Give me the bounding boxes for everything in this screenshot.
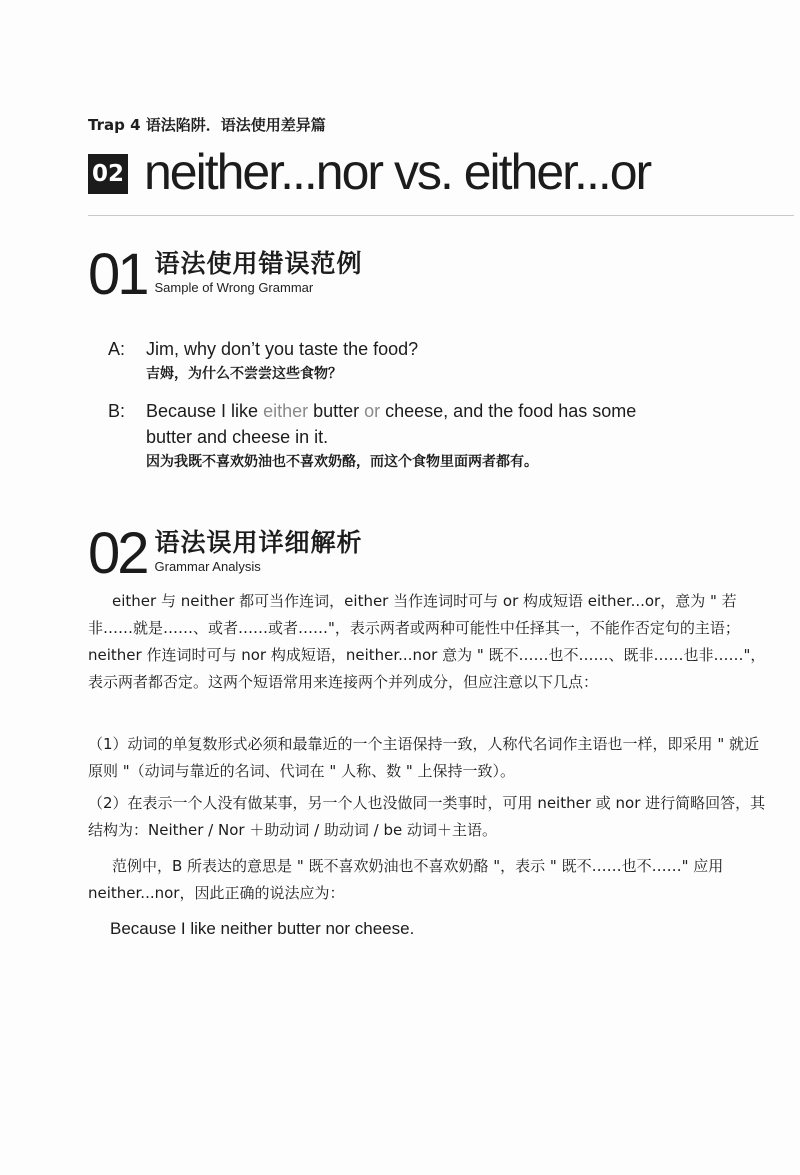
- section-title-en: Sample of Wrong Grammar: [154, 280, 314, 295]
- analysis-point-1: （1）动词的单复数形式必须和最靠近的一个主语保持一致，人称代名词作主语也一样，即采用 " 就近原则 "（动词与靠近的名词、代词在 " 人称、数 " 上保持一致）。: [88, 735, 759, 780]
- section-number: 01: [88, 242, 147, 307]
- dialog-line: [108, 398, 768, 474]
- title-number-badge: 02: [88, 154, 128, 194]
- text-span: butter: [308, 401, 365, 421]
- chapter-label: Trap 4 语法陷阱．语法使用差异篇: [88, 116, 326, 134]
- section-number: 02: [88, 521, 147, 586]
- dialog-line: [108, 336, 768, 386]
- speaker-label: A:: [108, 339, 126, 359]
- dialog-a: [108, 336, 768, 386]
- title-row: [88, 142, 650, 202]
- section-title-group: [155, 246, 363, 295]
- section-title-en: Grammar Analysis: [154, 559, 261, 574]
- text-span: Because I like: [146, 401, 264, 421]
- correct-sentence: Because I like neither butter nor cheese.: [110, 919, 415, 938]
- section-heading-analysis: [88, 521, 363, 586]
- highlight-either: either: [263, 401, 309, 421]
- analysis-conclusion: 范例中，B 所表达的意思是 " 既不喜欢奶油也不喜欢奶酪 "，表示 " 既不……也不……" 应用 neither...nor，因此正确的说法应为：: [88, 857, 724, 902]
- dialog-chinese: 因为我既不喜欢奶油也不喜欢奶酪，而这个食物里面两者都有。: [146, 454, 538, 470]
- dialog-chinese: 吉姆，为什么不尝尝这些食物？: [146, 366, 342, 382]
- page-title: neither...nor vs. either...or: [144, 144, 651, 200]
- analysis-paragraph-intro: either 与 neither 都可当作连词，either 当作连词时可与 or 构成短语 either...or，意为 " 若非……就是……、或者……或者……"，表示两者或两种可能性中任择其一，不能作否定句的主语；neither 作连词时可与 nor 构成短语，neither...nor 意为 " 既不……也不……、既非……也非……"，表示两者都否定。这两个短语常用来连接两个并列成分，但应注意以下几点：: [88, 592, 766, 691]
- section-title-cn: 语法使用错误范例: [154, 249, 363, 278]
- highlight-or: or: [364, 401, 381, 421]
- text-span: cheese, and the food has some: [380, 401, 637, 421]
- dialog-b: [108, 398, 768, 474]
- section-heading-wrong-sample: [88, 242, 363, 307]
- dialog-english: [146, 398, 768, 424]
- dialog-english-line2: butter and cheese in it.: [146, 427, 329, 447]
- section-title-group: [155, 525, 363, 574]
- speaker-label: B:: [108, 401, 126, 421]
- analysis-point-2: （2）在表示一个人没有做某事，另一个人也没做同一类事时，可用 neither 或 nor 进行简略回答，其结构为：Neither / Nor ＋助动词 / 助动词 / be 动词＋主语。: [88, 794, 766, 839]
- dialog-body: [146, 398, 768, 474]
- section-title-cn: 语法误用详细解析: [154, 528, 363, 557]
- dialog-english: Jim, why don’t you taste the food?: [146, 339, 419, 359]
- title-divider: [88, 215, 794, 216]
- dialog-body: [146, 336, 768, 386]
